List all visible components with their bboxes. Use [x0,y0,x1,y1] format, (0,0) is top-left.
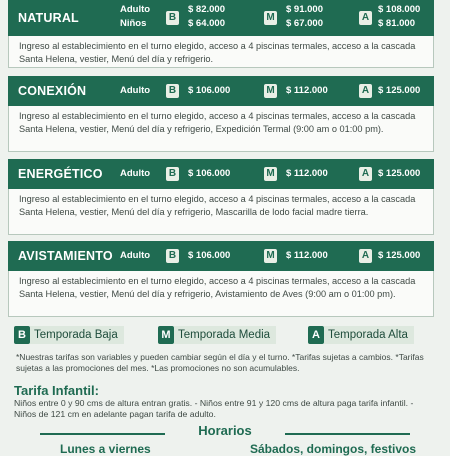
season-badge-high: A [359,11,372,25]
plan-description: Ingreso al establecimiento en el turno elegido, acceso a 4 piscinas termales, acceso a la cascada Santa Helena, vestier, Menú del día y refrigerio, Mascarilla de lodo facial madre tierra. [8,189,434,235]
infant-rate-text: Niños entre 0 y 90 cms de altura entran gratis. - Niños entre 91 y 120 cms de altura paga tarifa infantil. - Niños de 121 cm en adelante pagan tarifa de adulto. [14,398,414,419]
legend-item-baja [14,325,124,345]
plan-header [8,241,434,271]
season-badge-high: A [359,249,372,263]
legend-label: Temporada Baja [30,326,124,344]
price-high: $ 125.000 [378,168,421,179]
season-legend [14,325,436,345]
season-badge-low: B [166,84,179,98]
audience-label: Adulto [120,4,151,15]
plan-description: Ingreso al establecimiento en el turno elegido, acceso a 4 piscinas termales, acceso a la cascada Santa Helena, vestier, Menú del día y refrigerio. [8,36,434,68]
price-mid: $ 67.000 [286,18,323,29]
plan-header [8,76,434,106]
plan-header [8,159,434,189]
price-low: $ 106.000 [188,250,231,261]
price-low: $ 106.000 [188,168,231,179]
season-badge-mid: M [264,84,277,98]
schedule-weekdays: Lunes a viernes [60,442,151,456]
legend-item-alta [308,325,414,345]
plan-name: CONEXIÓN [18,84,87,98]
price-low: $ 64.000 [188,18,225,29]
plan-description: Ingreso al establecimiento en el turno elegido, acceso a 4 piscinas termales, acceso a la cascada Santa Helena, vestier, Menú del día y refrigerio, Avistamiento de Aves (9:00 am o 01:00 pm). [8,271,434,317]
price-high: $ 81.000 [378,18,415,29]
price-low: $ 106.000 [188,85,231,96]
plan-name: NATURAL [18,11,79,25]
plan-description: Ingreso al establecimiento en el turno elegido, acceso a 4 piscinas termales, acceso a la cascada Santa Helena, vestier, Menú del día y refrigerio, Expedición Termal (9:00 am o 01:00 pm). [8,106,434,152]
season-badge-high: A [359,84,372,98]
plan-name: AVISTAMIENTO [18,249,113,263]
plan-name: ENERGÉTICO [18,167,103,181]
legend-label: Temporada Media [174,326,276,344]
price-mid: $ 112.000 [286,250,328,261]
price-mid: $ 112.000 [286,85,328,96]
season-badge-low: B [166,249,179,263]
legend-badge: B [14,326,30,344]
season-badge-mid: M [264,167,277,181]
price-mid: $ 91.000 [286,4,323,15]
price-mid: $ 112.000 [286,168,328,179]
price-high: $ 125.000 [378,85,421,96]
legend-badge: A [308,326,324,344]
infant-rate-title: Tarifa Infantil: [14,383,99,398]
price-high: $ 125.000 [378,250,421,261]
audience-label: Niños [120,18,147,29]
season-badge-low: B [166,11,179,25]
plan-header [8,0,434,36]
pricing-notes: *Nuestras tarifas son variables y pueden cambiar según el día y el turno. *Tarifas sujetas a cambios. *Tarifas sujetas a las promociones del mes. *Las promociones no son acumulables. [16,352,424,373]
audience-label: Adulto [120,250,151,261]
legend-item-media [158,325,276,345]
schedule-title: Horarios [198,423,252,438]
season-badge-high: A [359,167,372,181]
season-badge-mid: M [264,249,277,263]
season-badge-low: B [166,167,179,181]
price-high: $ 108.000 [378,4,421,15]
season-badge-mid: M [264,11,277,25]
audience-label: Adulto [120,85,151,96]
price-low: $ 82.000 [188,4,225,15]
schedule-weekends: Sábados, domingos, festivos [250,442,417,456]
legend-badge: M [158,326,174,344]
audience-label: Adulto [120,168,151,179]
legend-label: Temporada Alta [324,326,414,344]
